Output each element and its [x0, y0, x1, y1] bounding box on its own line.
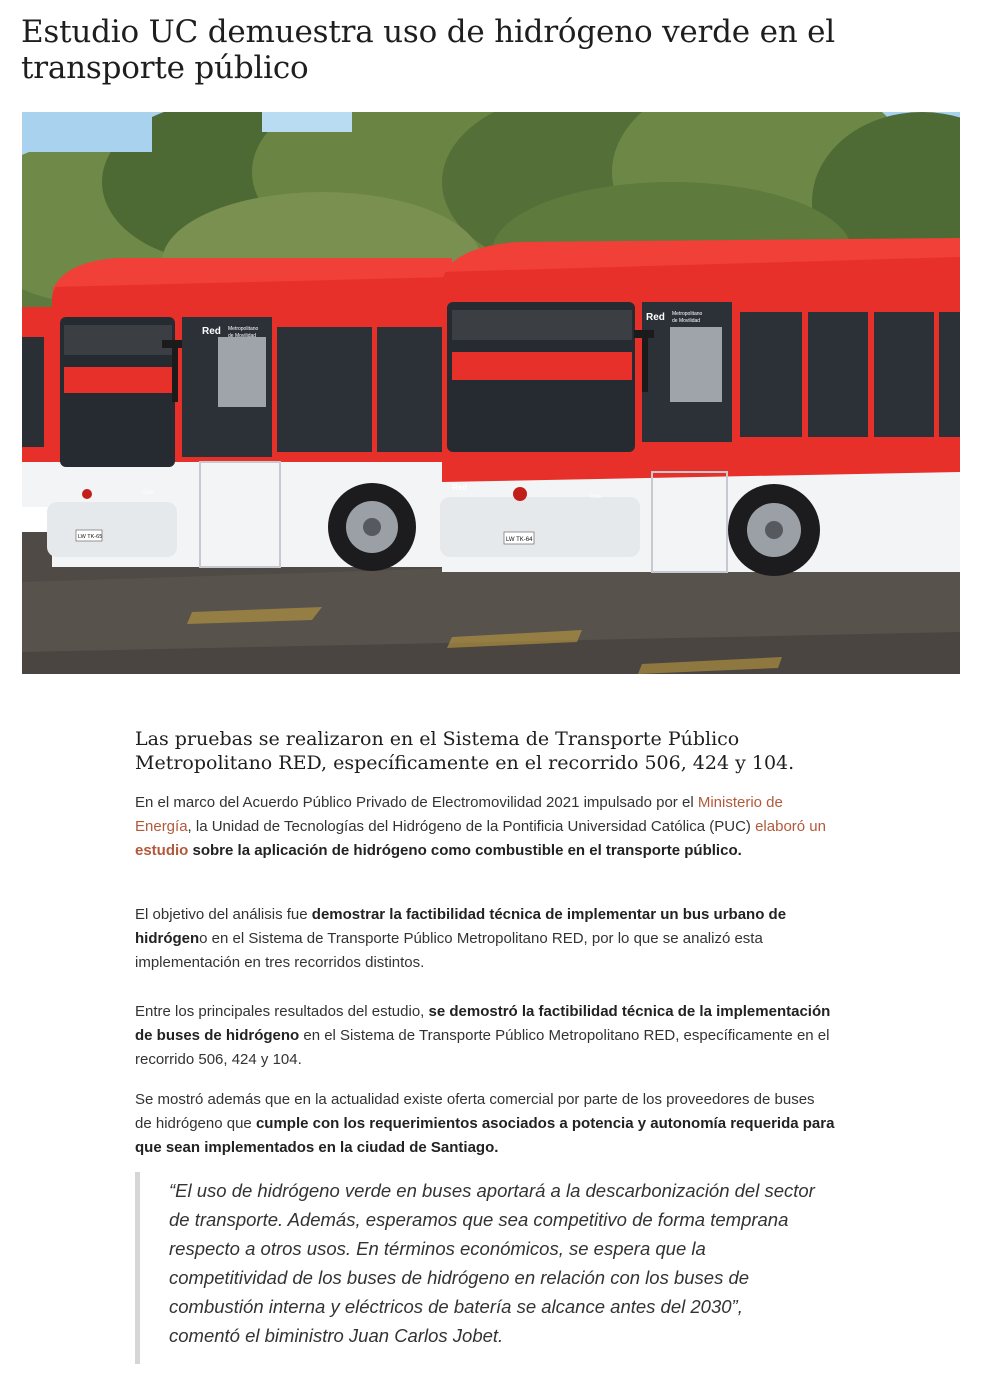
p2-text-1: El objetivo del análisis fue	[135, 906, 312, 923]
bus-right-plate: LW TK-64	[506, 537, 533, 543]
bus-left-operator-1: Metropolitano	[228, 326, 259, 332]
bus-right-flag-label: Chile	[590, 494, 602, 500]
bus-right-operator-2: de Movilidad	[672, 318, 701, 324]
p1-text-1: En el marco del Acuerdo Público Privado de Electromovilidad 2021 impulsado por el	[135, 794, 698, 811]
link-estudio-text: elaboró un	[755, 818, 826, 835]
paragraph-1	[135, 791, 835, 863]
article-lead: Las pruebas se realizaron en el Sistema de Transporte Público Metropolitano RED, específicamente en el recorrido 506, 424 y 104.	[135, 728, 795, 774]
bus-right-front-logo: Red	[452, 483, 468, 492]
bus-left-plate: LW TK-65	[78, 534, 103, 540]
hero-photo-buses	[22, 112, 960, 674]
bus-right-logo: Red	[646, 312, 665, 323]
bus-left-operator-2: de Movilidad	[228, 333, 257, 339]
p1-text-2: , la Unidad de Tecnologías del Hidrógeno de la Pontificia Universidad Católica (PUC)	[187, 818, 756, 835]
bus-left	[47, 258, 452, 571]
p3-text-1: Entre los principales resultados del estudio,	[135, 1003, 429, 1020]
blockquote-jobet: “El uso de hidrógeno verde en buses aportará a la descarbonización del sector de transporte. Además, esperamos que sea competitivo de forma temprana respecto a otros usos. En términos económicos, se espera que la competitividad de los buses de hidrógeno en relación con los buses de combustión interna y eléctricos de batería se alcance antes del 2030”, comentó el biministro Juan Carlos Jobet.	[135, 1172, 815, 1364]
bus-left-logo: Red	[202, 326, 221, 337]
paragraph-3	[135, 1000, 835, 1072]
link-ministerio-energia[interactable]: Ministerio de Energía	[135, 794, 783, 835]
p1-bold-text: sobre la aplicación de hidrógeno como combustible en el transporte público.	[188, 842, 742, 859]
p3-text-2: en el Sistema de Transporte Público Metropolitano RED, específicamente en el recorrido 506, 424 y 104.	[135, 1027, 830, 1068]
p3-bold-text: se demostró la factibilidad técnica de la implementación de buses de hidrógeno	[135, 1003, 831, 1044]
p2-bold-text: demostrar la factibilidad técnica de implementar un bus urbano de hidrógen	[135, 906, 787, 947]
bus-right-operator-1: Metropolitano	[672, 311, 703, 317]
paragraph-2	[135, 903, 835, 975]
p2-text-2: o en el Sistema de Transporte Público Metropolitano RED, por lo que se analizó esta implementación en tres recorridos distintos.	[135, 930, 763, 971]
bus-right	[440, 238, 960, 576]
p4-bold-text: cumple con los requerimientos asociados a potencia y autonomía requerida para que sean implementados en la ciudad de Santiago.	[135, 1115, 835, 1156]
link-estudio-bold: estudio	[135, 842, 189, 859]
p4-text-1: Se mostró además que en la actualidad existe oferta comercial por parte de los proveedores de buses de hidrógeno que	[135, 1091, 815, 1132]
article-title: Estudio UC demuestra uso de hidrógeno verde en el transporte público	[21, 14, 836, 86]
paragraph-4	[135, 1088, 835, 1160]
bus-partial-left	[22, 307, 52, 507]
bus-left-flag-label: Chile	[142, 490, 154, 496]
